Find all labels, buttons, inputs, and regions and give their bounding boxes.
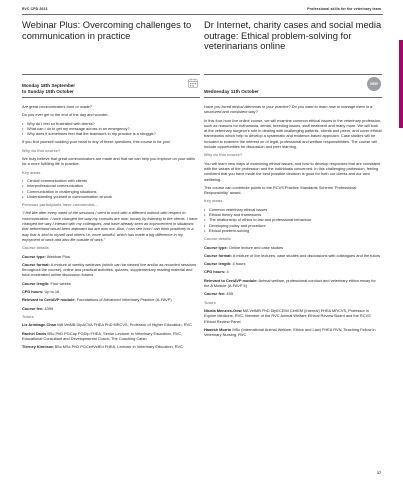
list-item: • Ethical problem-solving	[204, 228, 382, 233]
new-badge: NEW	[367, 77, 381, 91]
list-item: • Ethical theory and frameworks	[204, 212, 382, 217]
testimonial-quote: "I felt like after every week of the sessions I went to work with a different outlook with respect to communication. I have changed the way my consults are now, mostly by listening to the clients. I have changed the way I interact with my colleagues, and have already seen an improvement in situations that beforehand would been awkward but are now not. Also, I can see how I can think positively in a way that is kind to myself and others i.e. more mindful, which has made a big difference in my enjoyment of work and also life outside of work."	[22, 210, 198, 242]
intro-text: Have you faced ethical dilemmas in your practice? Do you want to learn how to manage them in a structured and consistent way?	[204, 104, 373, 115]
section-text: This course can contribute points to the RCVS Practice Standards Scheme 'Professional Responsibility' award.	[204, 184, 357, 196]
section-text: We truly believe that great communicators are made and that we can help you improve on your skills for a more fulfilling life in practice.	[22, 156, 195, 167]
calendar-icon	[188, 78, 198, 88]
detail-course-type: Course type: Online lecture and case studies	[204, 244, 284, 250]
tutor-entry: Nicola Menzies-Gow MA VetMB PhD DipECEIM CertEM (Internal) FHEA MRCVS, Professor in Equine Medicine, RVC, Member of the RVC Animal Welfare Ethical Review Board and the RCVS Ethical Review Panel	[204, 307, 371, 324]
course-title: Dr Internet, charity cases and social media outrage: Ethical problem-solving for veterinarians online	[204, 19, 382, 52]
section-heading: Key areas	[22, 169, 41, 175]
date-bar	[22, 74, 200, 98]
detail-length: Course length: 4 hours	[204, 261, 246, 267]
list-item: • Why do I feel so frustrated with clients?	[22, 121, 200, 126]
section-text: You will learn new ways of examining ethical issues, and how to develop responses that are consistent with the values of the profession and the individuals concerned. In this challenging profession, feeling confident that you have made the best possible decision is good for both our clients and our own wellbeing.	[204, 160, 381, 182]
question-list	[22, 121, 200, 137]
running-header-right: Professional skills for the veterinary team	[307, 7, 381, 11]
section-heading: Why do this course?	[204, 152, 243, 158]
detail-format: Course format: A mixture of live lectures, case studies and discussions with colleagues and the tutors	[204, 252, 381, 258]
course-date: Monday 18th September to Sunday 15th October	[22, 83, 76, 94]
list-item: • The relationship of ethics to law and professional behaviour	[204, 217, 382, 222]
section-tab	[399, 40, 403, 128]
section-heading: Tutors	[204, 299, 216, 305]
list-item: • Understanding yourself in communication at work	[22, 194, 200, 199]
page-number: 17	[377, 471, 381, 475]
detail-module: Relevant to CertAVP module: Foundations of Advanced Veterinary Practice (A-FAVP)	[22, 297, 172, 303]
detail-module: Relevant to CertAVP module: Animal welfare, professional conduct and veterinary ethics essay for the A Module (A-FAVP 5)	[204, 277, 376, 289]
course-right	[204, 20, 382, 340]
list-item: • Communication in challenging situations	[22, 189, 200, 194]
tutor-entry: Liz Armitage-Chan MA VetMB DipACVA FHEA PhD MRCVS, Professor of Higher Education, RVC	[22, 322, 192, 328]
tutor-entry: Hamish Morrin MSc (International Animal Welfare, Ethics and Law) FHEA RVN, Teaching Fellow in Veterinary Nursing, RVC	[204, 326, 376, 338]
detail-fee: Course fee: £95	[204, 291, 233, 297]
course-body	[22, 104, 200, 349]
section-heading: Tutors	[22, 313, 34, 319]
intro-text: If you find yourself nodding your head to any of these questions, this course is for you!	[22, 139, 171, 145]
detail-length: Course length: Four weeks	[22, 280, 71, 286]
tutor-entry: Rachel Davis BSc PhD PGCap PGDip FHEA, Senior Lecturer in Veterinary Education, RVC, Educational Consultant and Developmental Coach, The Coaching Cabin	[22, 330, 183, 341]
detail-format: Course format: A mixture of weekly webinars (which can be viewed live and/or as recorded sessions throughout the course), online and practical activities, quizzes, supplementary reading material and tutor-moderated online discussion forums	[22, 261, 197, 278]
detail-cpd: CPD hours: 4	[204, 269, 229, 275]
tutor-entry: Tierney Kinnison BSc MSc PhD PGCertVetEd FHEA, Lecturer in Veterinary Education, RVC	[22, 344, 183, 350]
intro-text: Do you ever get to the end of the day and wonder...	[22, 112, 111, 118]
course-date: Wednesday 11th October	[204, 88, 259, 94]
list-item: • Common veterinary ethical issues	[204, 207, 382, 212]
key-areas-list	[204, 207, 382, 233]
detail-cpd: CPD hours: Up to 16	[22, 289, 60, 295]
section-heading: Course details	[22, 245, 49, 251]
section-heading: Course details	[204, 236, 231, 242]
section-heading: Previous participants have commented...	[22, 202, 98, 208]
date-bar	[204, 74, 382, 98]
section-heading: Why do this course?	[22, 147, 61, 153]
list-item: • Interprofessional communication	[22, 183, 200, 188]
header-rule	[22, 14, 383, 15]
list-item: • Why does it sometimes feel that the teamwork in my practice is a struggle?	[22, 131, 200, 136]
list-item: • Clinical communication with clients	[22, 178, 200, 183]
detail-course-type: Course type: Webinar Plus	[22, 253, 70, 259]
course-title: Webinar Plus: Overcoming challenges to communication in practice	[22, 19, 192, 41]
list-item: • Developing policy and procedure	[204, 223, 382, 228]
course-body	[204, 104, 382, 337]
section-heading: Key areas	[204, 198, 223, 204]
intro-text: Are great communicators born or made?	[22, 104, 92, 109]
section-text: In this four-hour live online course, we will examine common ethical issues in the veterinary profession, such as reasons for euthanasia, dental, breeding issues, staff treatment and many more. We will look at the veterinary surgeon's role in dealing with challenging patients, clients and peers, and cover ethical frameworks which help to develop a systematic and evidence-based approach. Case studies will be included to examine the interest on of legal, professional and welfare responsibilities. The course will include opportunities for discussion and peer learning.	[204, 117, 382, 150]
detail-fee: Course fee: £399	[22, 305, 54, 311]
running-header-left: RVC CPD 2023	[22, 7, 48, 11]
key-areas-list	[22, 178, 200, 199]
list-item: • What can I do to get my message across in an emergency?	[22, 126, 200, 131]
course-left	[22, 20, 200, 352]
